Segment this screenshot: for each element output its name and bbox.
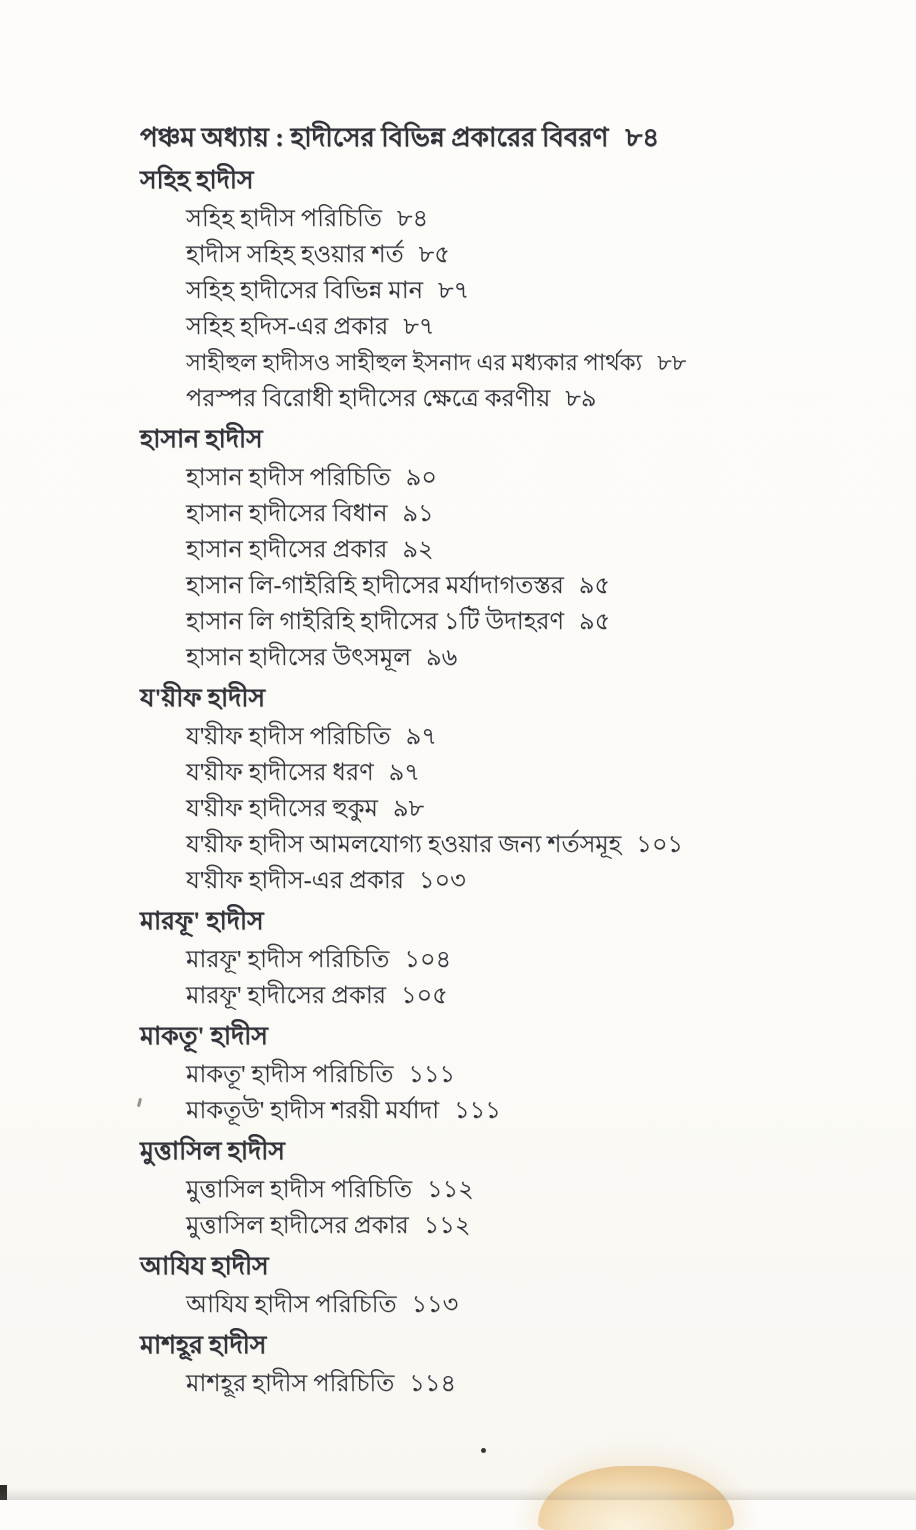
- ink-dot: [481, 1448, 486, 1453]
- toc-item: [186, 942, 876, 978]
- toc-item-text: য'য়ীফ হাদীস-এর প্রকার: [186, 868, 404, 894]
- section-heading: মুত্তাসিল হাদীস: [140, 1138, 285, 1165]
- toc-item-page: ৯২: [402, 537, 434, 563]
- section-heading: মাশহূর হাদীস: [140, 1332, 267, 1359]
- toc-item-text: আযিয হাদীস পরিচিতি: [186, 1292, 397, 1318]
- toc-item-text: সহিহ হাদীস পরিচিতি: [186, 206, 382, 232]
- toc-item-page: ৯৮: [392, 796, 425, 822]
- toc-item: [186, 201, 876, 237]
- section-heading: মাকতূ' হাদীস: [140, 1023, 268, 1050]
- toc-item: [186, 496, 876, 532]
- toc-item: [186, 237, 876, 273]
- toc-item: [186, 1172, 876, 1208]
- section-heading: হাসান হাদীস: [140, 426, 263, 453]
- toc-item-text: মাকতূ' হাদীস পরিচিতি: [186, 1062, 394, 1088]
- toc-section-daif: [140, 684, 876, 899]
- toc-item-page: ১১৩: [411, 1292, 459, 1318]
- toc-item-page: ৮৭: [403, 314, 435, 340]
- toc-item-text: মাশহূর হাদীস পরিচিতি: [186, 1371, 395, 1397]
- toc-item-text: য'য়ীফ হাদীসের ধরণ: [186, 760, 374, 786]
- section-heading: আযিয হাদীস: [140, 1253, 269, 1280]
- toc-item-page: ৯১: [402, 501, 434, 527]
- toc-item: [186, 604, 876, 640]
- chapter-title-text: পঞ্চম অধ্যায় : হাদীসের বিভিন্ন প্রকারের বিবরণ: [140, 123, 609, 152]
- toc-item-page: ১০৪: [404, 947, 452, 973]
- toc-section-aziz: [140, 1252, 876, 1323]
- toc-section-maqtu: [140, 1022, 876, 1129]
- scan-shadow: [0, 1488, 916, 1500]
- toc-section-muttasil: [140, 1137, 876, 1244]
- toc-item: [186, 719, 876, 755]
- toc-item-text: হাসান হাদীসের উৎসমূল: [186, 645, 412, 671]
- toc-item: [186, 1208, 876, 1244]
- toc-item-page: ৯৫: [578, 573, 610, 599]
- toc-item-page: ৯৫: [579, 609, 611, 635]
- toc-item: [186, 381, 876, 417]
- toc-item: [186, 1287, 876, 1323]
- toc-item-text: হাসান লি গাইরিহি হাদীসের ১টি উদাহরণ: [186, 609, 565, 635]
- toc-item-text: হাসান হাদীসের বিধান: [186, 501, 388, 527]
- toc-item-text: পরস্পর বিরোধী হাদীসের ক্ষেত্রে করণীয়: [186, 386, 551, 412]
- toc-item: [186, 791, 876, 827]
- toc-item-text: হাদীস সহিহ হওয়ার শর্ত: [186, 242, 404, 268]
- toc-item-page: ১১১: [454, 1098, 501, 1124]
- toc-item-page: ৯৭: [405, 724, 437, 750]
- toc-item-page: ৮৪: [396, 206, 429, 232]
- toc-item: [186, 345, 876, 381]
- toc-item-page: ১১১: [408, 1062, 456, 1088]
- toc-section-marfu: [140, 907, 876, 1014]
- toc-item-text: মুত্তাসিল হাদীসের প্রকার: [186, 1213, 409, 1239]
- toc-item-page: ৮৫: [418, 242, 450, 268]
- toc-item-page: ১০৩: [418, 868, 466, 894]
- toc-item-text: য'য়ীফ হাদীসের হুকুম: [186, 796, 378, 822]
- toc-item-page: ৯০: [405, 465, 437, 491]
- toc-item-text: হাসান লি-গাইরিহি হাদীসের মর্যাদাগতস্তর: [186, 573, 564, 599]
- toc-item: [186, 273, 876, 309]
- toc-item-text: সহিহ হদিস-এর প্রকার: [186, 314, 389, 340]
- toc-item: [186, 568, 876, 604]
- toc-item-text: য'য়ীফ হাদীস আমলযোগ্য হওয়ার জন্য শর্তসমূহ: [186, 832, 622, 858]
- toc-item-page: ৮৯: [565, 386, 597, 412]
- toc-item-page: ১০৫: [400, 983, 448, 1009]
- toc-item: [186, 460, 876, 496]
- toc-item-page: ১১২: [427, 1177, 474, 1203]
- toc-item-text: সহিহ হাদীসের বিভিন্ন মান: [186, 278, 423, 304]
- toc-item: [186, 978, 876, 1014]
- toc-item-page: ৮৮: [657, 350, 687, 375]
- chapter-page-number: ৮৪: [625, 123, 660, 152]
- toc-item-page: ১১৪: [409, 1371, 456, 1397]
- toc-item-text: য'য়ীফ হাদীস পরিচিতি: [186, 724, 391, 750]
- chapter-title: [140, 122, 876, 154]
- toc-section-hasan: [140, 425, 876, 676]
- toc-item: [186, 755, 876, 791]
- toc-item: [186, 1057, 876, 1093]
- toc-item-page: ৯৭: [388, 760, 420, 786]
- section-heading: মারফূ' হাদীস: [140, 908, 264, 935]
- toc-section-mashhur: [140, 1331, 876, 1402]
- toc-item: [186, 1093, 876, 1129]
- toc-item-text: মুত্তাসিল হাদীস পরিচিতি: [186, 1177, 413, 1203]
- toc-item-page: ১১২: [423, 1213, 471, 1239]
- toc-item: [186, 640, 876, 676]
- section-heading: য'য়ীফ হাদীস: [140, 685, 265, 712]
- toc-item-text: মাকতূউ' হাদীস শরয়ী মর্যাদা: [186, 1098, 440, 1124]
- toc-item: [186, 1366, 876, 1402]
- toc-item: [186, 863, 876, 899]
- toc-item-text: মারফূ' হাদীসের প্রকার: [186, 983, 386, 1009]
- toc-section-sahih: [140, 166, 876, 417]
- toc-item: [186, 827, 876, 863]
- toc-item: [186, 309, 876, 345]
- toc-item-text: হাসান হাদীস পরিচিতি: [186, 465, 391, 491]
- section-heading: সহিহ হাদীস: [140, 167, 254, 194]
- toc-item-page: ১০১: [636, 832, 684, 858]
- toc-item-text: সাহীহুল হাদীসও সাহীহুল ইসনাদ এর মধ্যকার পার্থক্য: [186, 350, 643, 375]
- toc-item-text: হাসান হাদীসের প্রকার: [186, 537, 388, 563]
- toc-item-page: ৮৭: [437, 278, 470, 304]
- toc-item: [186, 532, 876, 568]
- toc-item-page: ৯৬: [426, 645, 458, 671]
- toc-item-text: মারফূ' হাদীস পরিচিতি: [186, 947, 390, 973]
